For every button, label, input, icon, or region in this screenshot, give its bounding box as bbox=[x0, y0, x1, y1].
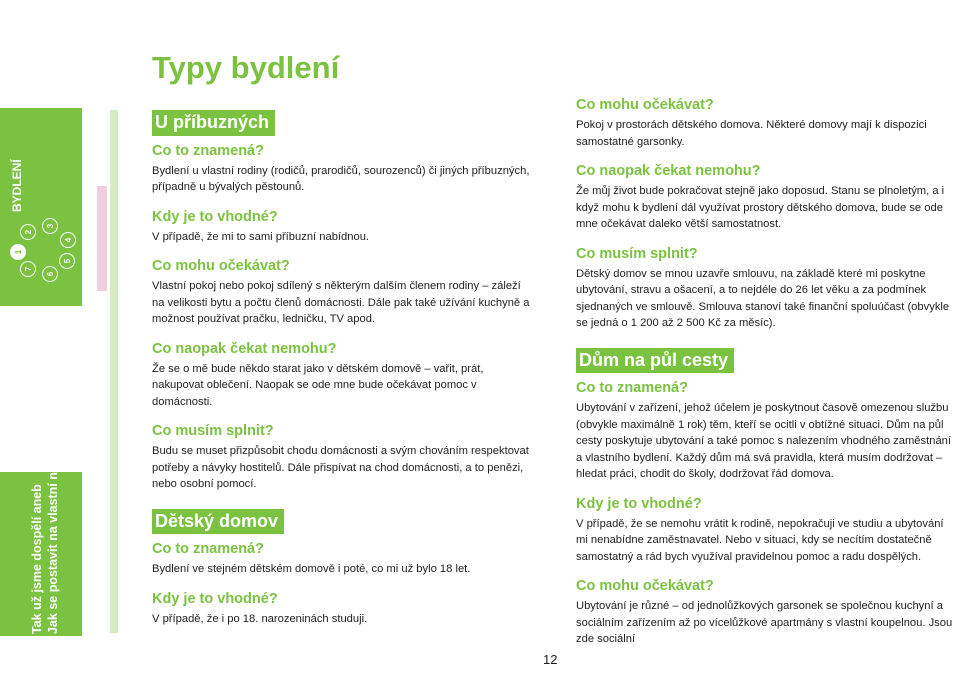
decorative-stripe-light bbox=[110, 110, 118, 633]
answer-text: Že se o mě bude někdo starat jako v dětském domově – vařit, prát, nakupovat oblečení. Naopak se ode mne bude očekávat pomoc v domácnosti. bbox=[152, 362, 484, 408]
sidebar-section-word: BYDLENÍ bbox=[10, 159, 24, 212]
chapter-6-icon: 6 bbox=[42, 266, 58, 282]
right-column bbox=[576, 96, 956, 660]
answer-text: Bydlení ve stejném dětském domově i poté, co mi už bylo 18 let. bbox=[152, 563, 471, 575]
question-heading: Co musím splnit? bbox=[576, 245, 698, 262]
section-detsky-domov-continued bbox=[576, 96, 956, 332]
question-heading: Co to znamená? bbox=[152, 142, 264, 159]
question-heading: Kdy je to vhodné? bbox=[576, 495, 702, 512]
question-heading: Co to znamená? bbox=[576, 380, 688, 396]
question-heading: Kdy je to vhodné? bbox=[152, 590, 278, 607]
chapter-1-icon: 1 bbox=[10, 244, 26, 260]
chapter-7-icon: 7 bbox=[20, 261, 36, 277]
chapter-5-icon: 5 bbox=[59, 253, 75, 269]
section-heading: Dětský domov bbox=[152, 509, 284, 535]
question-heading: Co naopak čekat nemohu? bbox=[576, 163, 761, 179]
page-title: Typy bydlení bbox=[152, 50, 340, 85]
question-heading: Co musím splnit? bbox=[152, 423, 274, 439]
answer-text: Bydlení u vlastní rodiny (rodičů, prarodičů, sourozenců) či jiných příbuzných, případně u bývalých pěstounů. bbox=[152, 164, 530, 193]
question-heading: Co naopak čekat nemohu? bbox=[152, 340, 337, 357]
book-title-line2: Jak se postavit na vlastní nohy bbox=[46, 449, 60, 634]
answer-text: Pokoj v prostorách dětského domova. Některé domovy mají k dispozici samostatné garsonky. bbox=[576, 119, 927, 148]
question-heading: Co mohu očekávat? bbox=[152, 258, 290, 274]
sidebar bbox=[0, 0, 82, 696]
section-heading: U příbuzných bbox=[152, 110, 275, 136]
answer-text: V případě, že se nemohu vrátit k rodině, nepokračuji ve studiu a ubytování mi nenabídne zaměstnavatel. Nebo v situaci, kdy se necítím dostatečně samostatný a rád bych využíval pravidelnou pomoc a radu dospělých. bbox=[576, 517, 944, 563]
left-column bbox=[152, 110, 532, 639]
question-heading: Co to znamená? bbox=[152, 541, 264, 557]
section-dum-na-pul-cesty bbox=[576, 348, 956, 648]
book-title-line1: Tak už jsme dospělí aneb bbox=[30, 484, 44, 634]
answer-text: Ubytování v zařízení, jehož účelem je poskytnout časově omezenou službu (obvykle maximálně 1 rok) těm, kteří se ocitli v obtížné situaci. Dům na půl cesty poskytuje ubytování a také pomoc s nalezením vhodného zaměstnání a vlastního bydlení. Každý dům má svá pravidla, která musím dodržovat – hledat práci, chodit do školy, dodržovat řád domova. bbox=[576, 402, 951, 480]
answer-text: Budu se muset přizpůsobit chodu domácnosti a svým chováním respektovat potřeby a návyky hostitelů. Dále přispívat na chod domácnosti, a to penězi, nebo osobní pomocí. bbox=[152, 445, 529, 490]
section-u-pribuznych bbox=[152, 110, 532, 493]
answer-text: V případě, že i po 18. narozeninách studuji. bbox=[152, 612, 368, 625]
answer-text: Že můj život bude pokračovat stejně jako doposud. Stanu se plnoletým, a i když mohu k bydlení dál využívat prostory dětského domova, bude se ode mne očekávat daleko větší samostatnost. bbox=[576, 185, 945, 230]
chapter-2-icon: 2 bbox=[20, 224, 36, 240]
answer-text: Dětský domov se mnou uzavře smlouvu, na základě které mi poskytne ubytování, stravu a ošacení, a to nejdéle do 26 let věku a za podmínek sjednaných ve smlouvě. Smlouva stanoví také finanční spoluúčast (obvykle se jedná o 1 200 až 2 500 Kč za měsíc). bbox=[576, 267, 950, 329]
chapter-3-icon: 3 bbox=[42, 218, 58, 234]
question-heading: Kdy je to vhodné? bbox=[152, 208, 278, 225]
answer-text: Vlastní pokoj nebo pokoj sdílený s některým dalším členem rodiny – záleží na velikosti bytu a počtu členů domácnosti. Dále pak také užívání kuchyně a možnost používat pračku, ledničku, TV apod. bbox=[152, 280, 530, 325]
decorative-stripe-pink bbox=[97, 186, 107, 291]
section-detsky-domov bbox=[152, 509, 532, 628]
question-heading: Co mohu očekávat? bbox=[576, 578, 714, 594]
answer-text: V případě, že mi to sami příbuzní nabídnou. bbox=[152, 230, 370, 243]
page-number: 12 bbox=[543, 652, 558, 667]
answer-text: Ubytování je různé – od jednolůžkových garsonek se společnou kuchyní a sociálním zařízením až po vícelůžkové apartmány s vlastní koupelnou. Jsou zde sociální bbox=[576, 600, 953, 645]
section-heading: Dům na půl cesty bbox=[576, 348, 734, 374]
chapter-4-icon: 4 bbox=[60, 232, 76, 248]
question-heading: Co mohu očekávat? bbox=[576, 97, 714, 113]
